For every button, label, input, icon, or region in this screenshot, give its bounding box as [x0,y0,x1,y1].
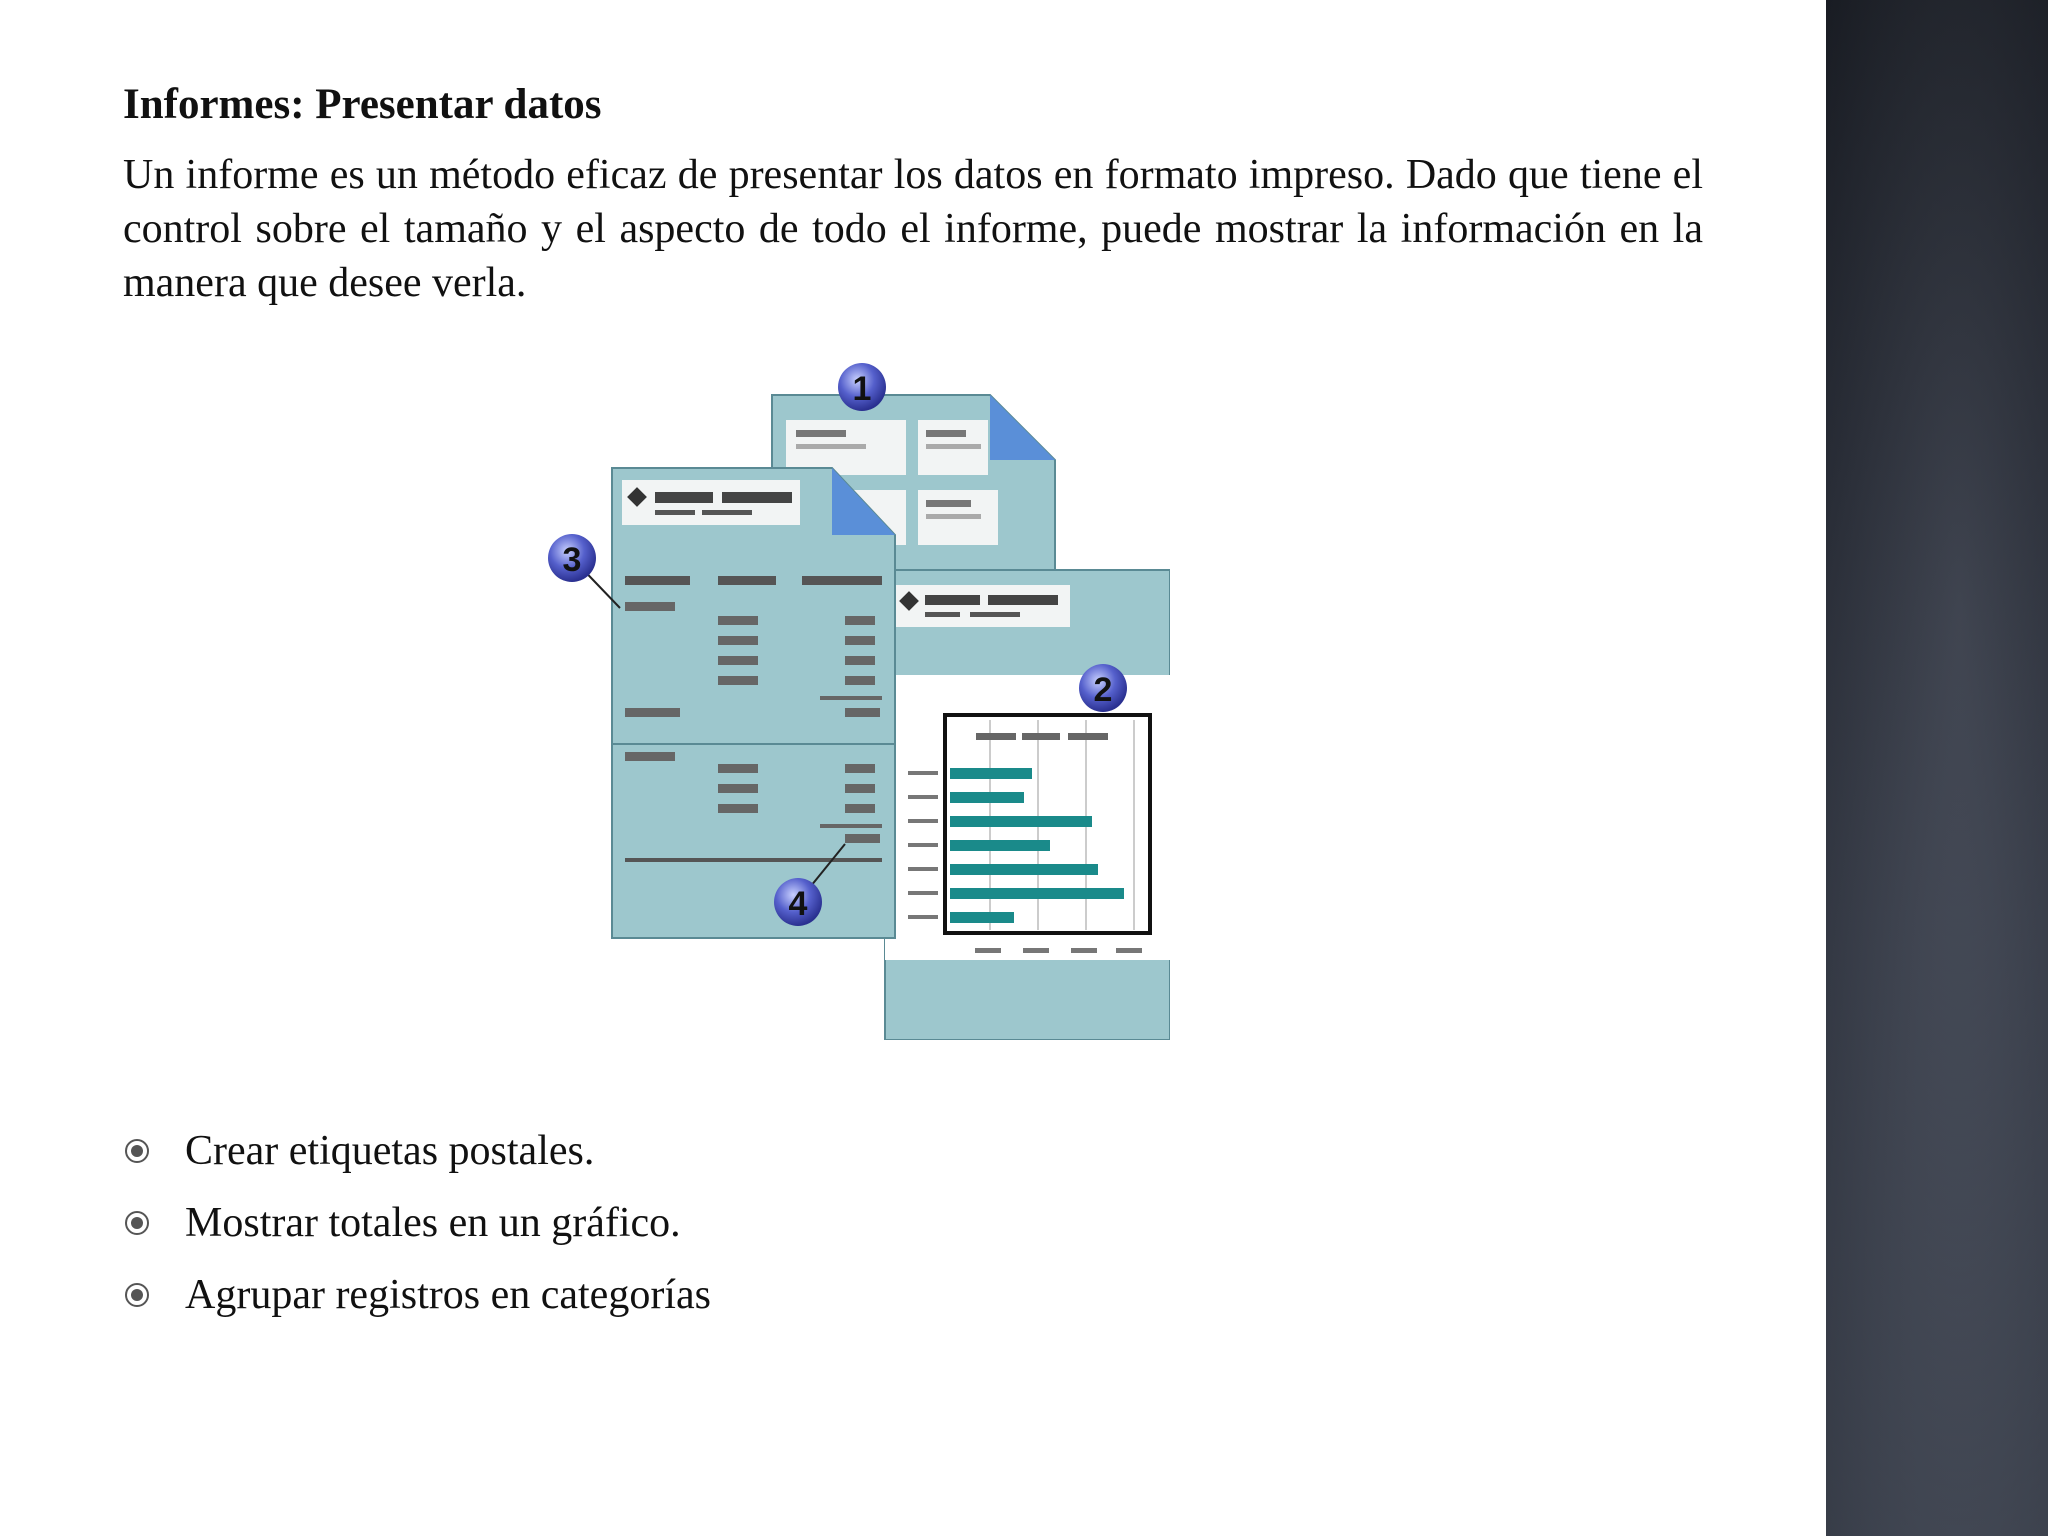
circle-dot-bullet-icon [123,1209,151,1237]
bullet-text: Mostrar totales en un gráfico. [185,1200,681,1246]
callout-1 [838,363,886,411]
list-item [123,1187,711,1259]
bullet-text: Agrupar registros en categorías [185,1272,711,1318]
circle-dot-bullet-icon [123,1137,151,1165]
svg-text:2: 2 [1093,671,1113,709]
grouped-report-page [612,468,895,938]
slide-title: Informes: Presentar datos [123,81,602,128]
circle-dot-bullet-icon [123,1281,151,1309]
list-item [123,1259,711,1331]
callout-4 [774,878,822,926]
chart-page [885,570,1170,1040]
callout-3 [548,534,596,582]
decorative-side-panel [1826,0,2048,1536]
callout-2 [1079,664,1127,712]
report-illustration [540,350,1170,1040]
bullet-list [123,1115,711,1331]
svg-text:1: 1 [852,370,872,408]
svg-text:4: 4 [788,885,808,923]
svg-text:3: 3 [562,541,582,579]
bullet-text: Crear etiquetas postales. [185,1128,595,1174]
list-item [123,1115,711,1187]
slide-paragraph: Un informe es un método eficaz de presentar los datos en formato impreso. Dado que tiene el control sobre el tamaño y el aspecto de todo el informe, puede mostrar la información en la manera que desee verla. [123,152,1703,306]
